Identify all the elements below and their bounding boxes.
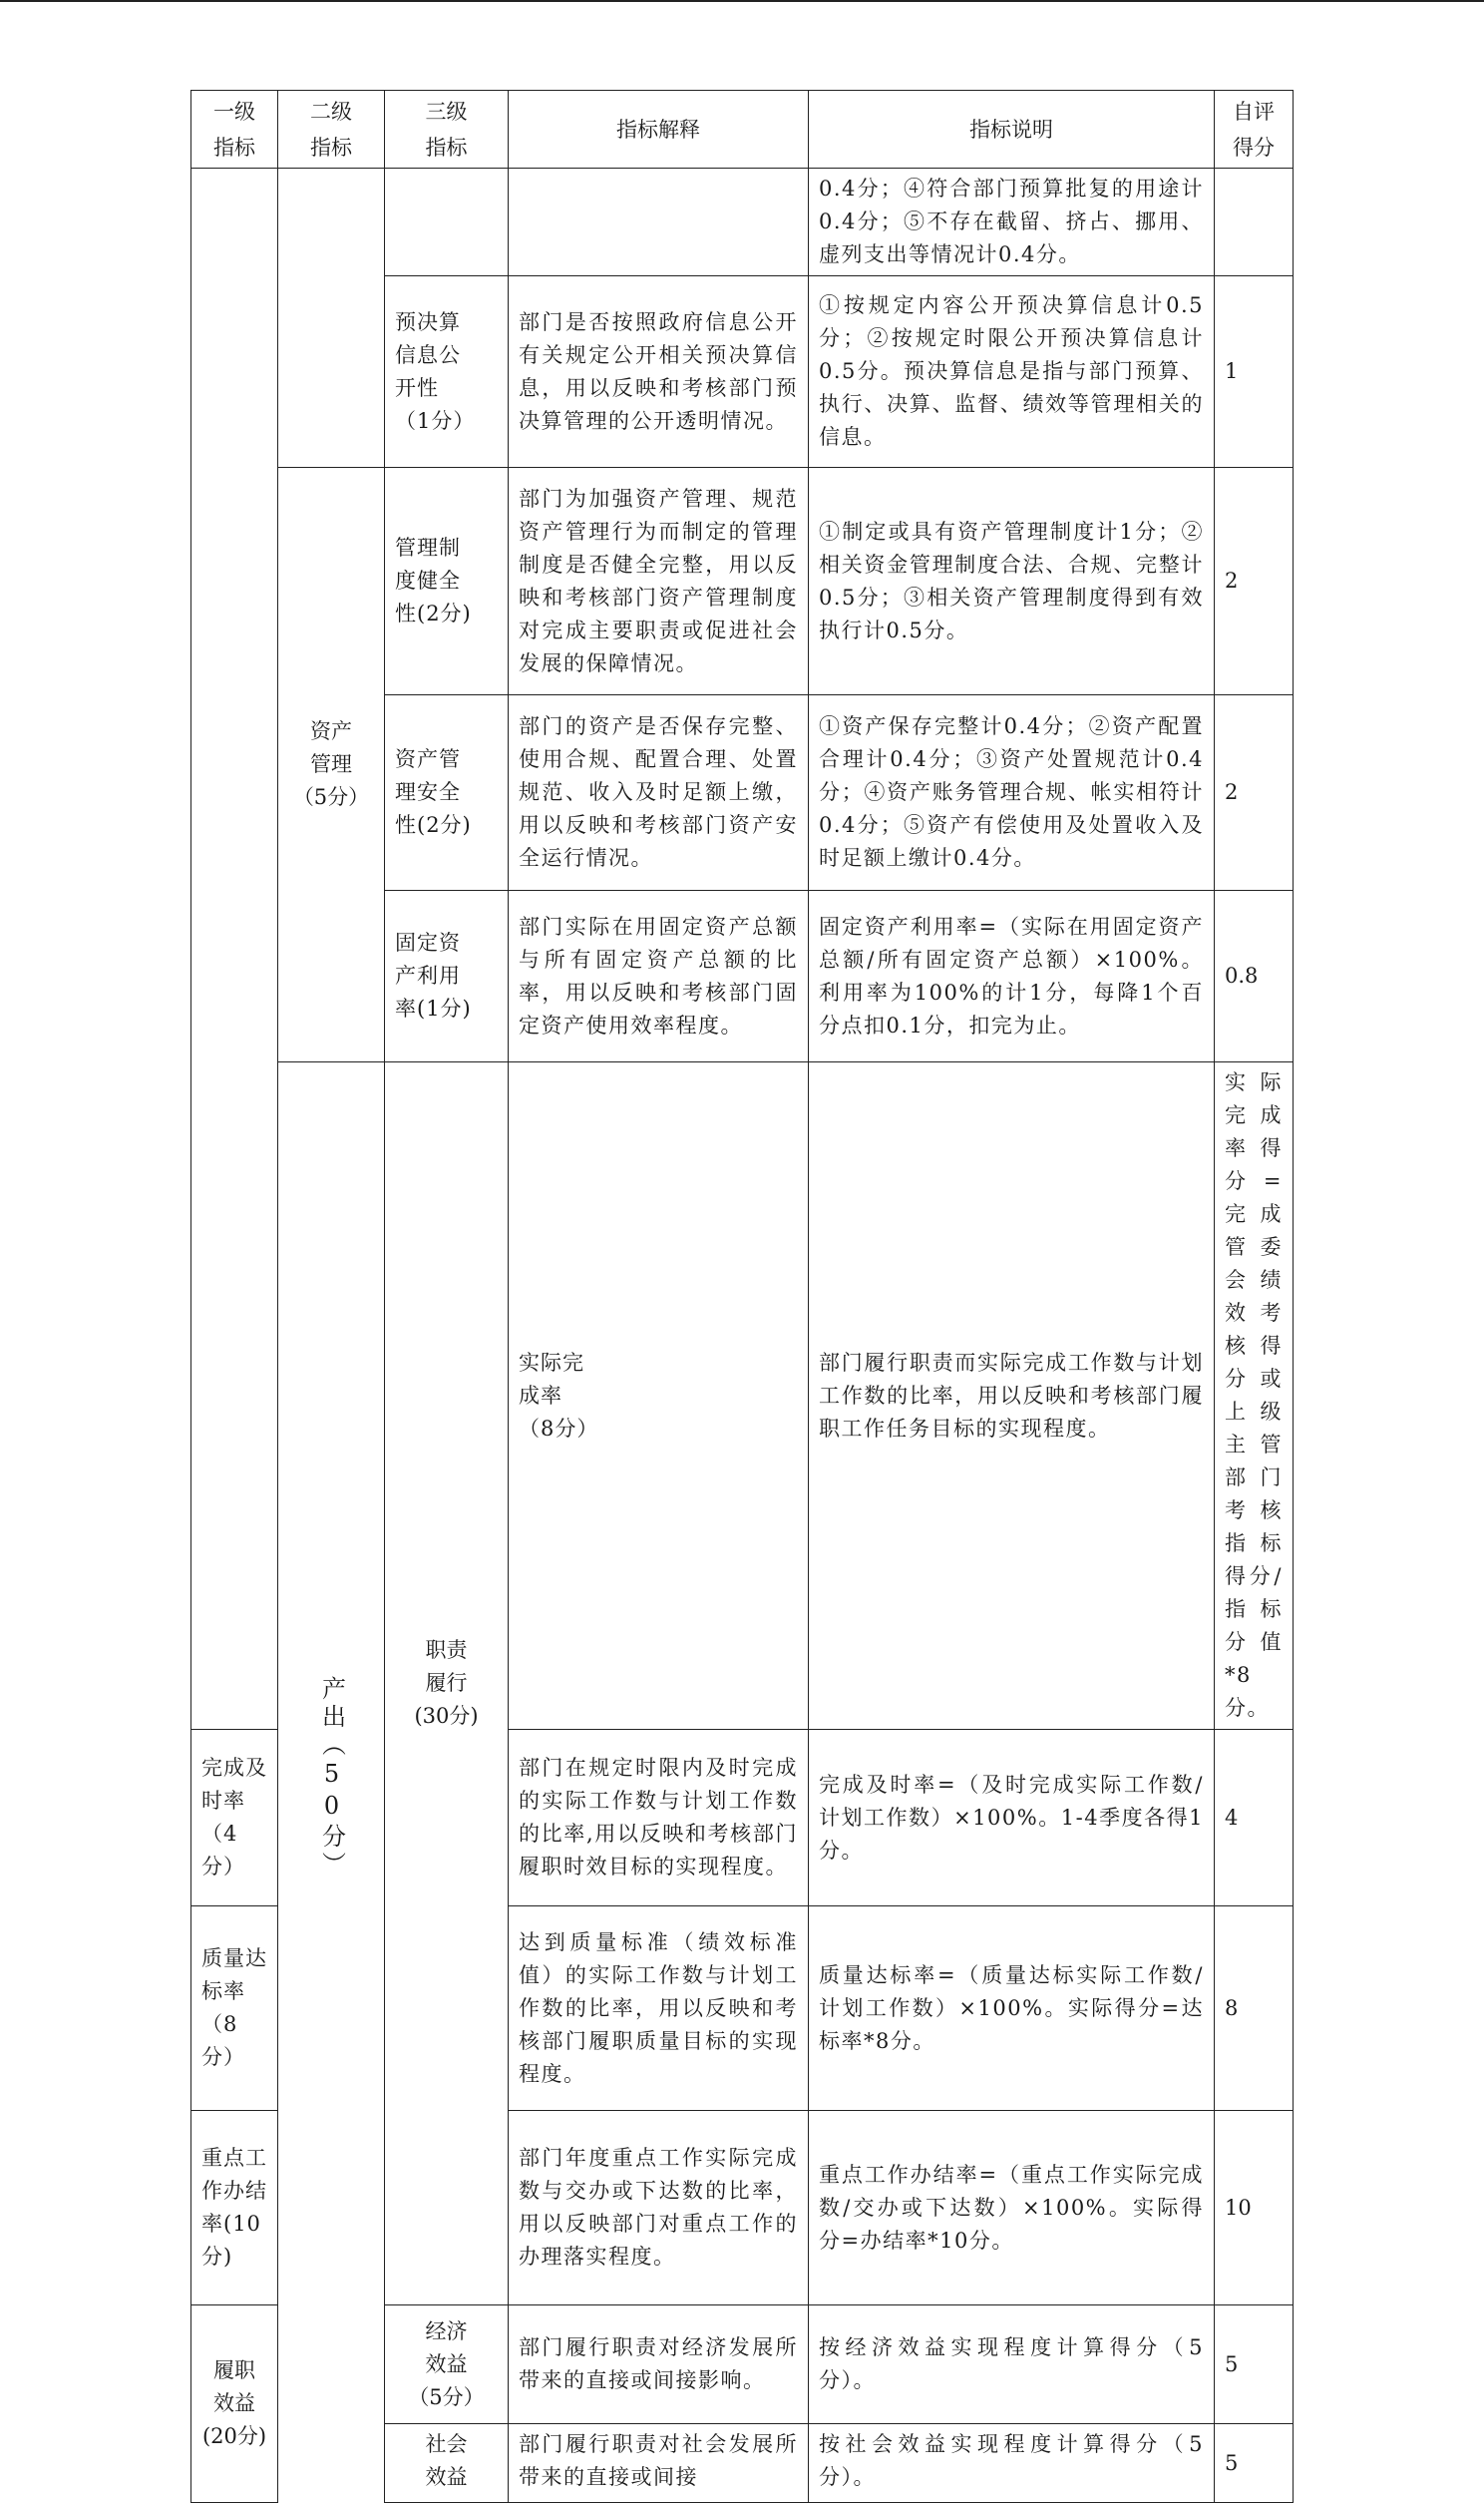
level3-cell-blank bbox=[385, 169, 509, 276]
desc-cell: 实际完成率得分=完成管委会绩效考核得分或上级主管部门考核指标得分/指标分值*8分。 bbox=[1215, 1062, 1294, 1730]
desc-cell: ①资产保存完整计0.4分；②资产配置合理计0.4分；③资产处置规范计0.4分；④资产账务管理合规、帐实相符计0.4分；⑤资产有偿使用及处置收入及时足额上缴计0.4分。 bbox=[809, 695, 1215, 891]
explain-cell: 达到质量标准（绩效标准值）的实际工作数与计划工作数的比率，用以反映和考核部门履职质量目标的实现程度。 bbox=[509, 1906, 809, 2111]
header-desc: 指标说明 bbox=[809, 91, 1215, 169]
level3-cell: 社会 效益 bbox=[385, 2424, 509, 2503]
explain-cell: 部门是否按照政府信息公开有关规定公开相关预决算信息，用以反映和考核部门预决算管理的公开透明情况。 bbox=[509, 276, 809, 468]
header-explain: 指标解释 bbox=[509, 91, 809, 169]
desc-cell: 重点工作办结率=（重点工作实际完成数/交办或下达数）×100%。实际得分=办结率*10分。 bbox=[809, 2111, 1215, 2305]
score-cell: 4 bbox=[1215, 1730, 1294, 1906]
explain-cell: 部门在规定时限内及时完成的实际工作数与计划工作数的比率,用以反映和考核部门履职时效目标的实现程度。 bbox=[509, 1730, 809, 1906]
desc-cell: 按经济效益实现程度计算得分（5分）。 bbox=[809, 2305, 1215, 2424]
explain-cell: 部门履行职责对经济发展所带来的直接或间接影响。 bbox=[509, 2305, 809, 2424]
level3-cell: 实际完 成率 （8分） bbox=[509, 1062, 809, 1730]
desc-cell: 0.4分；④符合部门预算批复的用途计0.4分；⑤不存在截留、挤占、挪用、虚列支出等情况计0.4分。 bbox=[809, 169, 1215, 276]
level3-cell: 质量达 标率 （8分） bbox=[191, 1906, 278, 2111]
header-score: 自评 得分 bbox=[1215, 91, 1294, 169]
desc-cell: ①制定或具有资产管理制度计1分；②相关资金管理制度合法、合规、完整计0.5分；③相关资产管理制度得到有效执行计0.5分。 bbox=[809, 468, 1215, 695]
header-level1: 一级 指标 bbox=[191, 91, 278, 169]
level3-cell: 管理制 度健全 性(2分) bbox=[385, 468, 509, 695]
level3-cell: 固定资 产利用 率(1分) bbox=[385, 891, 509, 1062]
indicator-table bbox=[190, 90, 1294, 2503]
table-row bbox=[191, 169, 1294, 276]
header-row bbox=[191, 91, 1294, 169]
level1-cell-blank bbox=[191, 169, 278, 1730]
score-cell: 5 bbox=[1215, 2424, 1294, 2503]
desc-cell: 质量达标率=（质量达标实际工作数/计划工作数）×100%。实际得分=达标率*8分。 bbox=[809, 1906, 1215, 2111]
level3-cell: 预决算 信息公 开性 （1分） bbox=[385, 276, 509, 468]
explain-cell: 部门实际在用固定资产总额与所有固定资产总额的比率，用以反映和考核部门固定资产使用效率程度。 bbox=[509, 891, 809, 1062]
explain-cell-blank bbox=[509, 169, 809, 276]
score-cell-blank bbox=[1215, 169, 1294, 276]
score-cell: 5 bbox=[1215, 2305, 1294, 2424]
desc-cell: 固定资产利用率=（实际在用固定资产总额/所有固定资产总额）×100%。利用率为100%的计1分，每降1个百分点扣0.1分，扣完为止。 bbox=[809, 891, 1215, 1062]
explain-cell: 部门履行职责对社会发展所带来的直接或间接 bbox=[509, 2424, 809, 2503]
level3-cell: 完成及 时率 （4分） bbox=[191, 1730, 278, 1906]
header-level2: 二级 指标 bbox=[278, 91, 385, 169]
score-cell: 10 bbox=[1215, 2111, 1294, 2305]
desc-cell: 按社会效益实现程度计算得分（5分）。 bbox=[809, 2424, 1215, 2503]
score-cell: 2 bbox=[1215, 468, 1294, 695]
score-cell: 0.8 bbox=[1215, 891, 1294, 1062]
desc-cell: ①按规定内容公开预决算信息计0.5分；②按规定时限公开预决算信息计0.5分。预决算信息是指与部门预算、执行、决算、监督、绩效等管理相关的信息。 bbox=[809, 276, 1215, 468]
level2-cell-benefit: 履职 效益 (20分) bbox=[191, 2305, 278, 2503]
level1-cell-output: 产出（50分） bbox=[278, 1062, 385, 2503]
desc-cell: 完成及时率=（及时完成实际工作数/计划工作数）×100%。1-4季度各得1分。 bbox=[809, 1730, 1215, 1906]
explain-cell: 部门年度重点工作实际完成数与交办或下达数的比率，用以反映部门对重点工作的办理落实程度。 bbox=[509, 2111, 809, 2305]
level3-cell: 经济 效益 （5分） bbox=[385, 2305, 509, 2424]
level2-cell-duty: 职责 履行 (30分) bbox=[385, 1062, 509, 2305]
table-row bbox=[191, 468, 1294, 695]
score-cell: 8 bbox=[1215, 1906, 1294, 2111]
explain-cell: 部门的资产是否保存完整、使用合规、配置合理、处置规范、收入及时足额上缴，用以反映和考核部门资产安全运行情况。 bbox=[509, 695, 809, 891]
level3-cell: 重点工 作办结 率(10分) bbox=[191, 2111, 278, 2305]
table-row bbox=[191, 1062, 1294, 1730]
page-top-rule bbox=[0, 0, 1484, 2]
level2-cell-asset: 资产 管理 （5分） bbox=[278, 468, 385, 1062]
explain-cell: 部门履行职责而实际完成工作数与计划工作数的比率，用以反映和考核部门履职工作任务目标的实现程度。 bbox=[809, 1062, 1215, 1730]
header-level3: 三级 指标 bbox=[385, 91, 509, 169]
explain-cell: 部门为加强资产管理、规范资产管理行为而制定的管理制度是否健全完整，用以反映和考核部门资产管理制度对完成主要职责或促进社会发展的保障情况。 bbox=[509, 468, 809, 695]
level2-cell-blank bbox=[278, 169, 385, 468]
level3-cell: 资产管 理安全 性(2分) bbox=[385, 695, 509, 891]
score-cell: 2 bbox=[1215, 695, 1294, 891]
score-cell: 1 bbox=[1215, 276, 1294, 468]
